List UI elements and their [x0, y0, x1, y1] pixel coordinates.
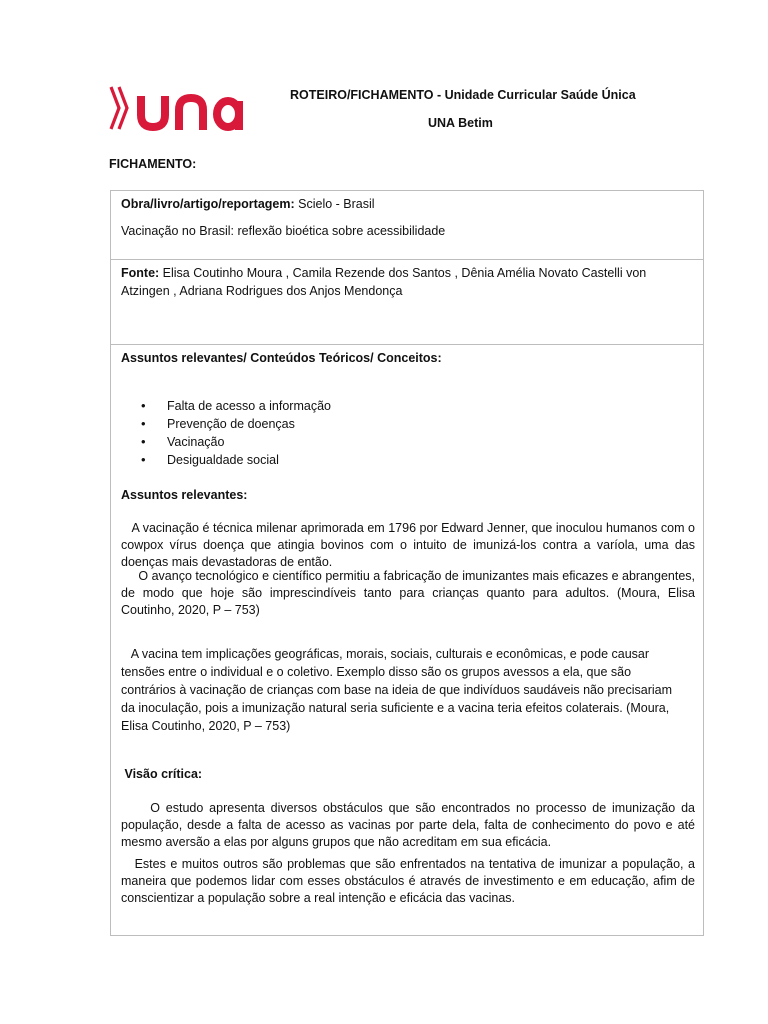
paragraph-line: contrários à vacinação de crianças com base na ideia de que indivíduos saudáveis não precisariam: [121, 683, 673, 697]
paragraph-implicacoes: [121, 645, 695, 735]
fonte-authors-1: Elisa Coutinho Moura , Camila Rezende dos Santos , Dênia Amélia Novato Castelli von: [159, 266, 647, 280]
paragraph-line: A vacina tem implicações geográficas, morais, sociais, culturais e econômicas, e pode causar: [121, 647, 650, 661]
paragraph-critica-1: O estudo apresenta diversos obstáculos que são encontrados no processo de imunização da população, desde a falta de acesso as vacinas por parte dela, falta de conhecimento do povo e até mesmo aversão a elas por alguns grupos que não acreditam em sua eficácia.: [121, 801, 699, 849]
paragraph-line-text: da inoculação, pois a imunização natural seria suficiente e a vacina teria efeitos colaterais.: [121, 701, 623, 715]
citation: (Moura,: [622, 701, 670, 715]
content-cell: [111, 345, 703, 937]
citation: (Moura, Elisa Coutinho, 2020, P – 753): [121, 586, 695, 617]
obra-cell: [111, 191, 703, 260]
document-subtitle: UNA Betim: [428, 116, 493, 130]
obra-label: Obra/livro/artigo/reportagem:: [121, 197, 295, 211]
paragraph-line: [121, 699, 695, 717]
fonte-line-1: [121, 266, 646, 280]
fonte-cell: [111, 260, 703, 345]
obra-line: [121, 197, 375, 211]
assuntos-heading-2: Assuntos relevantes:: [121, 488, 248, 502]
list-item: • Prevenção de doenças: [137, 415, 331, 433]
paragraph-avanco-text: O avanço tecnológico e científico permitiu a fabricação de imunizantes mais eficazes e abrangentes, de modo que hoje são imprescindíveis tanto para crianças quanto para adultos.: [121, 569, 699, 600]
document-title: ROTEIRO/FICHAMENTO - Unidade Curricular Saúde Única: [290, 88, 636, 102]
topics-list: [137, 397, 331, 469]
list-item: • Falta de acesso a informação: [137, 397, 331, 415]
fonte-label: Fonte:: [121, 266, 160, 280]
fichamento-table: [110, 190, 704, 936]
paragraph-avanco: [121, 568, 699, 619]
obra-value: Scielo - Brasil: [294, 197, 375, 211]
fonte-authors-2: Atzingen , Adriana Rodrigues dos Anjos Mendonça: [121, 284, 403, 298]
citation: Elisa Coutinho, 2020, P – 753): [121, 719, 291, 733]
paragraph-critica-2: Estes e muitos outros são problemas que são enfrentados na tentativa de imunizar a população, a maneira que podemos lidar com esses obstáculos é através de investimento e em educação, afim de conscientizar a população sobre a real intenção e eficácia das vacinas.: [121, 857, 699, 905]
list-item: • Desigualdade social: [137, 451, 331, 469]
assuntos-heading: Assuntos relevantes/ Conteúdos Teóricos/ Conceitos:: [121, 351, 442, 365]
una-logo: [108, 84, 254, 134]
section-label: FICHAMENTO:: [109, 157, 197, 171]
obra-title: Vacinação no Brasil: reflexão bioética sobre acessibilidade: [121, 224, 446, 238]
paragraph-jenner: A vacinação é técnica milenar aprimorada em 1796 por Edward Jenner, que inoculou humanos com o cowpox vírus doença que atingia bovinos com o intuito de imunizá-los contra a varíola, uma das doenças mais devastadoras de então.: [121, 521, 699, 569]
paragraph-line: tensões entre o individual e o coletivo. Exemplo disso são os grupos avessos a ela, que são: [121, 665, 632, 679]
critica-heading: Visão crítica:: [121, 767, 203, 781]
list-item: • Vacinação: [137, 433, 331, 451]
